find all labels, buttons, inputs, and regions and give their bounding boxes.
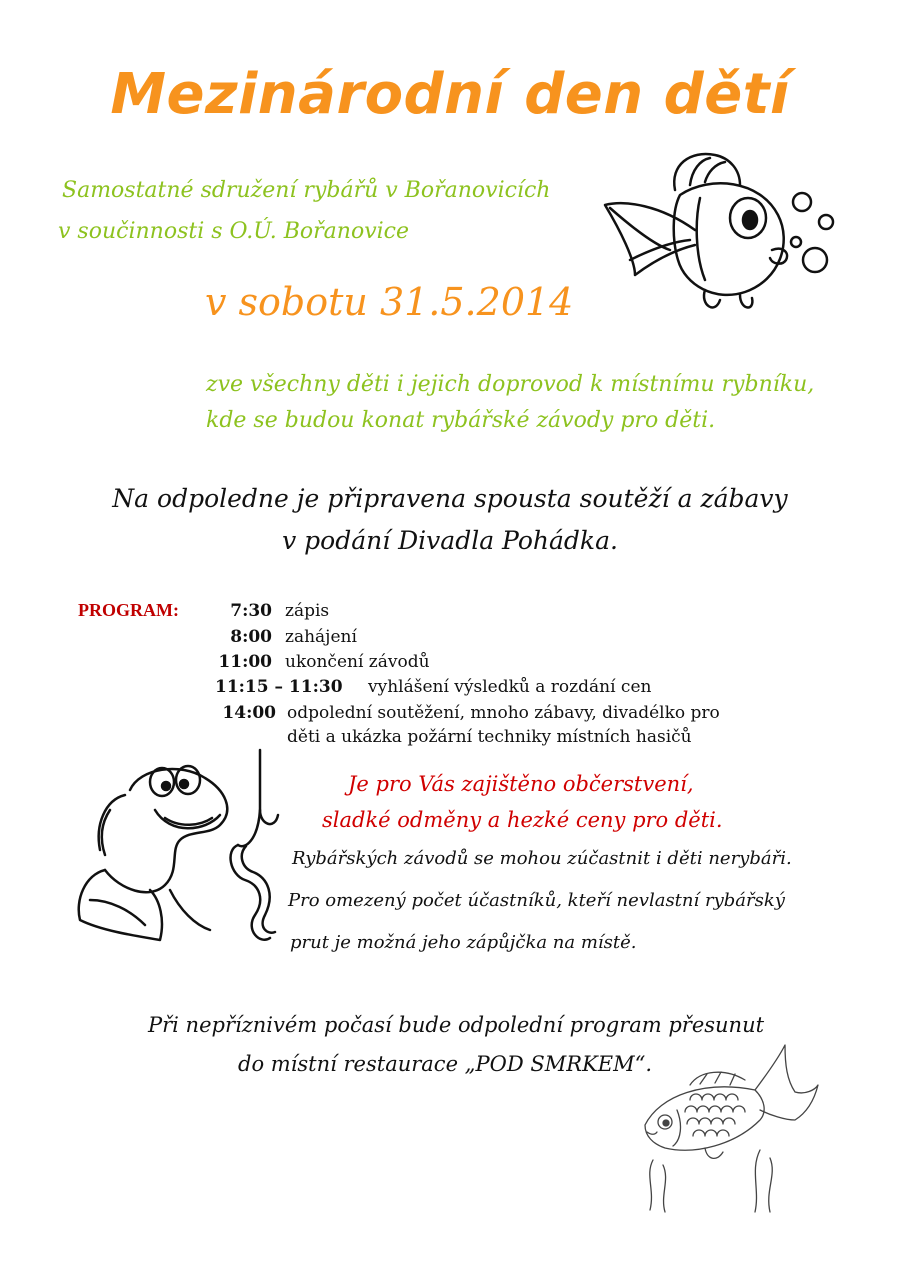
scaly-fish-icon — [635, 1040, 820, 1215]
program-time: 14:00 — [222, 703, 276, 723]
organizer-line-2: v součinnosti s O.Ú. Bořanovice — [58, 219, 410, 244]
program-desc: vyhlášení výsledků a rozdání cen — [368, 677, 652, 697]
afternoon-line-1: Na odpoledne je připravena spousta soutěží a zábavy — [112, 484, 788, 513]
invite-line-1: zve všechny děti i jejich doprovod k místnímu rybníku, — [206, 372, 815, 397]
program-time: 11:15 – 11:30 — [215, 677, 343, 697]
program-time: 7:30 — [230, 601, 272, 621]
program-label: PROGRAM: — [78, 600, 179, 620]
weather-line-2: do místní restaurace „POD SMRKEM“. — [238, 1052, 653, 1076]
weather-line-1: Při nepříznivém počasí bude odpolední program přesunut — [148, 1013, 765, 1037]
fish-worm-icon — [70, 750, 290, 960]
program-time: 11:00 — [218, 652, 272, 672]
afternoon-line-2: v podání Divadla Pohádka. — [282, 526, 618, 555]
notes-line-3: prut je možná jeho zápůjčka na místě. — [290, 932, 637, 953]
invite-line-2: kde se budou konat rybářské závody pro děti. — [206, 408, 716, 433]
event-date: v sobotu 31.5.2014 — [205, 280, 574, 324]
notes-line-2: Pro omezený počet účastníků, kteří nevlastní rybářský — [288, 890, 785, 911]
program-desc: odpolední soutěžení, mnoho zábavy, divadélko pro — [287, 703, 720, 723]
program-time: 8:00 — [230, 627, 272, 647]
page-title: Mezinárodní den dětí — [110, 62, 790, 127]
organizer-line-1: Samostatné sdružení rybářů v Bořanovicích — [62, 178, 551, 203]
fish-bubbles-icon — [600, 150, 840, 320]
program-desc: zápis — [285, 601, 330, 621]
notes-line-1: Rybářských závodů se mohou zúčastnit i děti nerybáři. — [292, 848, 792, 869]
refreshments-line-1: Je pro Vás zajištěno občerstvení, — [348, 772, 694, 796]
program-desc: ukončení závodů — [285, 652, 430, 672]
program-desc: zahájení — [285, 627, 357, 647]
program-continuation: děti a ukázka požární techniky místních hasičů — [287, 727, 692, 747]
refreshments-line-2: sladké odměny a hezké ceny pro děti. — [322, 808, 723, 832]
